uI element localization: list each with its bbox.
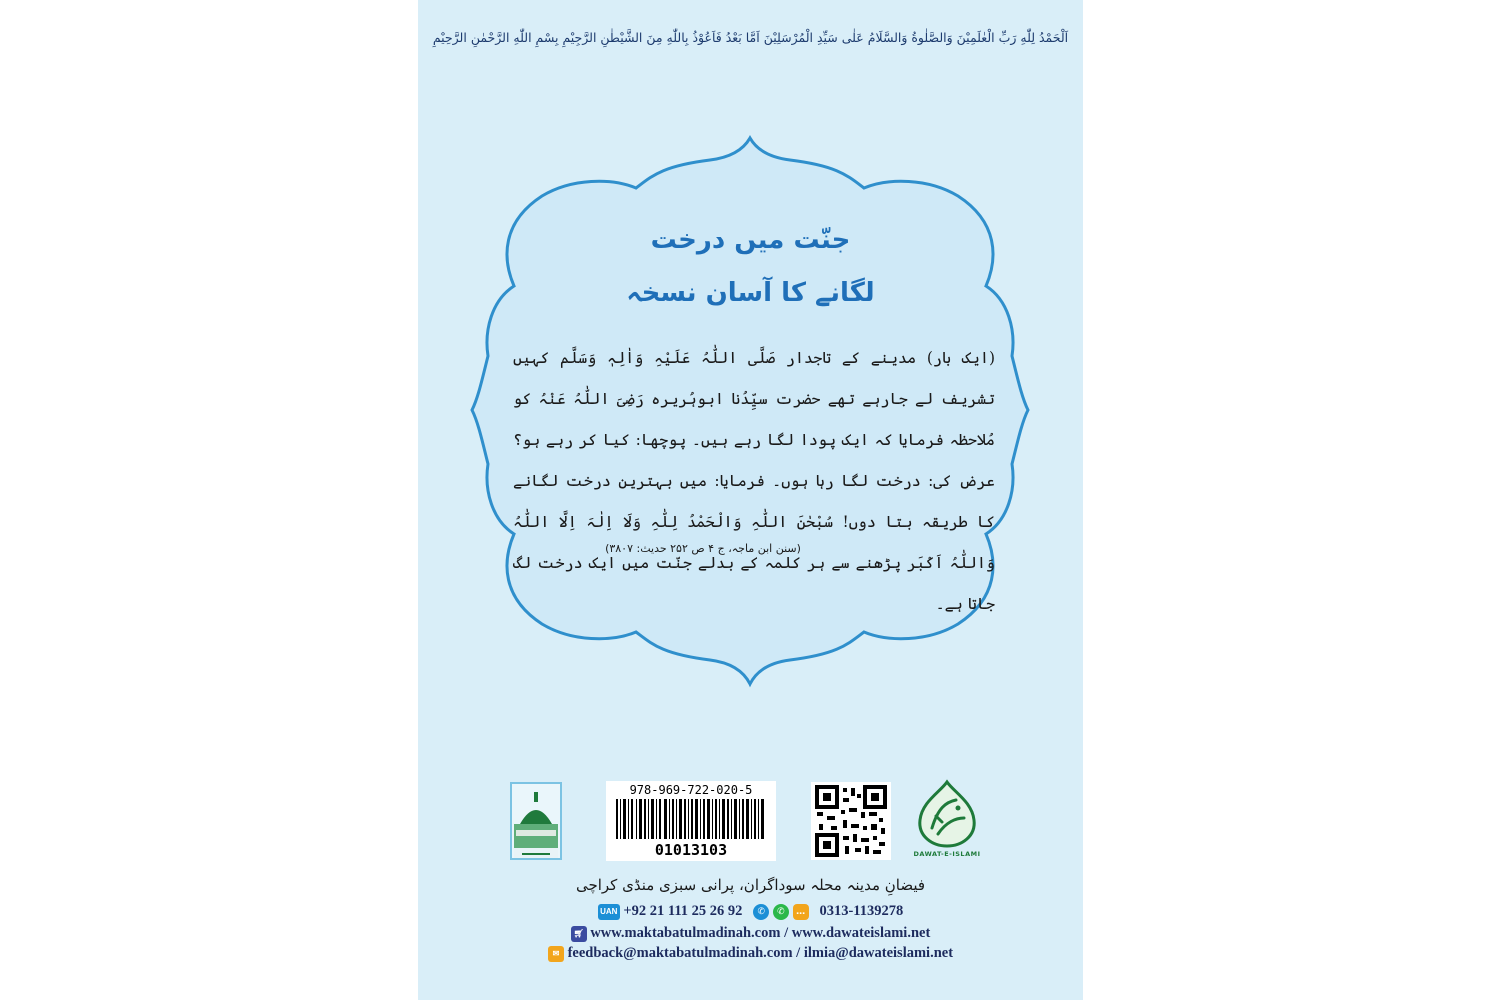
back-cover [418,0,1083,1000]
phone-line [418,903,1083,920]
green-dome-logo [510,782,562,860]
bismillah-header: اَلْحَمْدُ لِلّٰهِ رَبِّ الْعٰلَمِيْنَ وَالصَّلٰوةُ وَالسَّلَامُ عَلٰى سَيِّدِ الْمُرْسَلِيْنَ اَمَّا بَعْدُ فَاَعُوْذُ بِاللّٰهِ مِنَ الشَّيْطٰنِ الرَّجِيْمِ بِسْمِ اللّٰهِ الرَّحْمٰنِ الرَّحِيْمِ [432,30,1069,45]
email-feedback[interactable]: feedback@maktabatulmadinah.com [567,945,793,961]
whatsapp-icon: ✆ [773,904,789,920]
website-line [418,925,1083,942]
website-maktabatulmadinah[interactable]: www.maktabatulmadinah.com [590,925,781,941]
uan-badge: UAN [598,904,620,920]
address: فیضانِ مدینہ محلہ سوداگران، پرانی سبزی منڈی کراچی [575,876,926,894]
email-line [418,945,1083,962]
website-separator: / [784,925,789,941]
qr-code [811,782,891,860]
viber-icon: ✆ [753,904,769,920]
email-ilmia[interactable]: ilmia@dawateislami.net [803,945,954,961]
mobile-number[interactable]: 0313-1139278 [819,903,904,919]
dawat-e-islami-label: DAWAT-E-ISLAMI [913,850,981,858]
sms-icon: … [793,904,809,920]
product-code: 01013103 [654,841,728,859]
dawat-e-islami-logo [912,778,982,860]
email-separator: / [796,945,801,961]
isbn-barcode [606,781,776,861]
uan-phone[interactable]: +92 21 111 25 26 92 [623,903,743,919]
email-icon: ✉ [548,946,564,962]
hadith-text: (ایک بار) مدینے کے تاجدار صَلَّی اللّٰہُ عَلَیْہِ وَاٰلِہٖ وَسَلَّم کہیں تشریف لے جارہے تھے حضرت سیِّدُنا ابوہُریرہ رَضِیَ اللّٰہُ عَنْہُ کو مُلاحظہ فرمایا کہ ایک پودا لگا رہے ہیں۔ پوچھا: کیا کر رہے ہو؟ عرض کی: درخت لگا رہا ہوں۔ فرمایا: میں بہترین درخت لگانے کا طریقہ بتا دوں! سُبْحٰنَ اللّٰہِ وَالْحَمْدُ لِلّٰہِ وَلَا اِلٰہَ اِلَّا اللّٰہُ وَاللّٰہُ اَکْبَر پڑھنے سے ہر کلمہ کے بدلے جنّت میں ایک درخت لگ جاتا ہے۔ [513,349,995,613]
isbn-number: 978-969-722-020-5 [629,783,753,797]
hadith-reference: (سنن ابن ماجہ، ج ۴ ص ۲۵۲ حدیث: ۳۸۰۷) [605,542,801,555]
frame-title-line-1: جنّت میں درخت [650,225,851,255]
website-dawateislami[interactable]: www.dawateislami.net [791,925,931,941]
frame-title-line-2: لگانے کا آسان نسخہ [626,278,875,308]
cart-icon: 🛒︎ [571,926,587,942]
